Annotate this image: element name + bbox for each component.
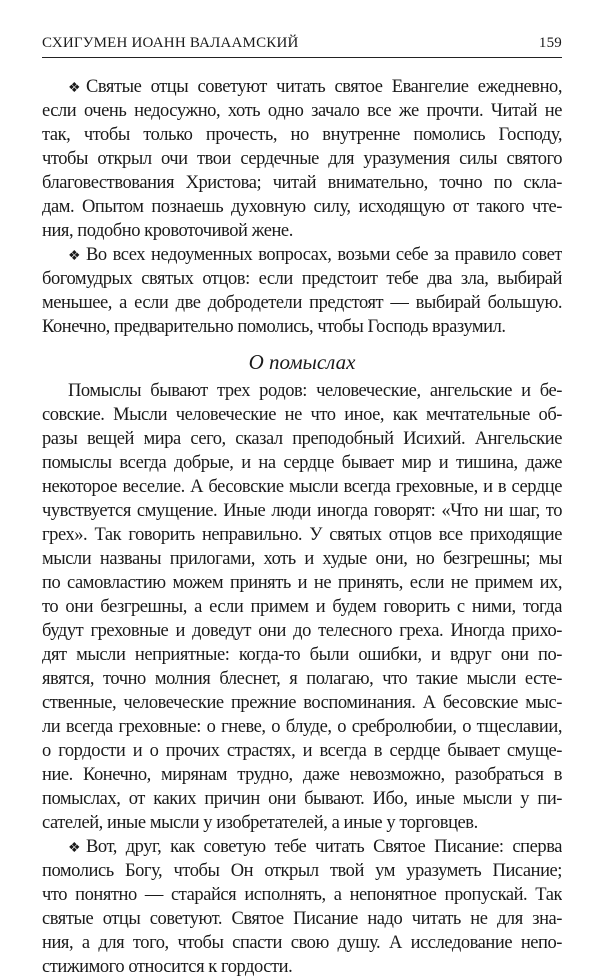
text-line <box>42 219 562 243</box>
line-text: ственные, человеческие прежние воспоминания. А бесовские мыс- <box>42 693 562 713</box>
line-text: помыслы всегда добрые, и на сердце бывает мир и тишина, даже <box>42 453 562 473</box>
text-line <box>42 291 562 315</box>
text-line <box>42 267 562 291</box>
text-line <box>42 523 562 547</box>
text-line <box>42 99 562 123</box>
line-text: о гордости и о прочих страстях, и всегда в сердце бывает смуще- <box>42 741 562 761</box>
line-text: сателей, иные мысли у изобретателей, а иные у торговцев. <box>42 813 478 833</box>
text-line <box>42 379 562 403</box>
line-text: так, чтобы только прочесть, но внутренне помолись Господу, <box>42 125 562 145</box>
text-line <box>42 931 562 955</box>
paragraph <box>42 243 562 339</box>
page-body <box>42 75 562 979</box>
line-text: грех». Так говорить неправильно. У святых отцов все приходящие <box>42 525 562 545</box>
line-text: помыслах, от каких причин они бывают. Ибо, иные мысли у пи- <box>42 789 562 809</box>
line-text: мысли названы прилогами, хоть и худые они, но безгрешны; мы <box>42 549 562 569</box>
paragraph <box>42 379 562 835</box>
text-line <box>42 403 562 427</box>
text-line <box>42 571 562 595</box>
line-text: чтобы открыл очи твои сердечные для уразумения силы святого <box>42 149 562 169</box>
text-line <box>42 787 562 811</box>
line-text: Конечно, предварительно помолись, чтобы Господь вразумил. <box>42 317 506 337</box>
running-header <box>42 33 562 58</box>
line-text: Святые отцы советуют читать святое Евангелие ежедневно, <box>86 77 562 97</box>
text-line <box>42 955 562 979</box>
line-text: совские. Мысли человеческие не что иное, как мечтательные об- <box>42 405 562 425</box>
line-text: Вот, друг, как советую тебе читать Святое Писание: сперва <box>86 837 562 857</box>
text-line <box>42 75 562 99</box>
text-line <box>42 195 562 219</box>
line-text: святые отцы советуют. Святое Писание надо читать не для зна- <box>42 909 562 929</box>
line-text: то они безгрешны, а если примем и будем говорить с ними, тогда <box>42 597 562 617</box>
paragraph <box>42 75 562 243</box>
text-line <box>42 811 562 835</box>
ornament-icon: ❖ <box>68 841 81 856</box>
text-line <box>42 123 562 147</box>
line-text: если очень недосужно, хоть одно зачало все же прочти. Читай не <box>42 101 562 121</box>
line-text: богомудрых святых отцов: если предстоит тебе два зла, выбирай <box>42 269 562 289</box>
line-text: будут греховные и доведут они до телесного греха. Иногда прихо- <box>42 621 562 641</box>
text-line <box>42 691 562 715</box>
line-text: стижимого относится к гордости. <box>42 957 293 977</box>
text-line <box>42 451 562 475</box>
ornament-icon: ❖ <box>68 249 81 264</box>
line-text: благовествования Христова; читай внимательно, точно по скла- <box>42 173 562 193</box>
text-line <box>42 595 562 619</box>
text-line <box>42 859 562 883</box>
line-text: меньшее, а если две добродетели предстоят — выбирай большую. <box>42 293 562 313</box>
text-line <box>42 907 562 931</box>
running-title: СХИГУМЕН ИОАНН ВАЛААМСКИЙ <box>42 35 299 51</box>
section-heading: О помыслах <box>248 350 356 374</box>
line-text: ния, а для того, чтобы спасти свою душу. А исследование непо- <box>42 933 562 953</box>
line-text: дят мысли неприятные: когда-то были ошибки, и вдруг они по- <box>42 645 562 665</box>
text-line <box>42 243 562 267</box>
line-text: ли всегда греховные: о гневе, о блуде, о сребролюбии, о тщеславии, <box>42 717 562 737</box>
line-text: чувствуется смущение. Иные люди иногда говорят: «Что ни шаг, то <box>42 501 562 521</box>
line-text: что понятно — старайся исполнять, а непонятное пропускай. Так <box>42 885 562 905</box>
line-text: некоторое веселие. А бесовские мысли всегда греховные, и в сердце <box>42 477 562 497</box>
text-line <box>42 643 562 667</box>
text-line <box>42 739 562 763</box>
page-number: 159 <box>538 35 562 51</box>
text-line <box>42 499 562 523</box>
text-line <box>42 475 562 499</box>
line-text: Во всех недоуменных вопросах, возьми себе за правило совет <box>86 245 562 265</box>
text-line <box>42 171 562 195</box>
line-text: явятся, точно молния блеснет, я полагаю, что такие мысли есте- <box>42 669 562 689</box>
text-line <box>42 147 562 171</box>
line-text: Помыслы бывают трех родов: человеческие, ангельские и бе- <box>68 381 562 401</box>
text-line <box>42 667 562 691</box>
line-text: ния, подобно кровоточивой жене. <box>42 221 293 241</box>
paragraph <box>42 835 562 979</box>
text-line <box>42 763 562 787</box>
line-text: разы вещей мира сего, сказал преподобный Исихий. Ангельские <box>42 429 562 449</box>
text-line <box>42 619 562 643</box>
text-line <box>42 547 562 571</box>
text-line <box>42 315 562 339</box>
text-line <box>42 835 562 859</box>
line-text: помолись Богу, чтобы Он открыл твой ум уразуметь Писание; <box>42 861 562 881</box>
ornament-icon: ❖ <box>68 81 81 96</box>
line-text: по самовластию можем принять и не принять, если не примем их, <box>42 573 562 593</box>
line-text: дам. Опытом познаешь духовную силу, исходящую от такого чте- <box>42 197 562 217</box>
text-line <box>42 883 562 907</box>
line-text: ние. Конечно, мирянам трудно, даже невозможно, разобраться в <box>42 765 562 785</box>
text-line <box>42 427 562 451</box>
text-line <box>42 715 562 739</box>
